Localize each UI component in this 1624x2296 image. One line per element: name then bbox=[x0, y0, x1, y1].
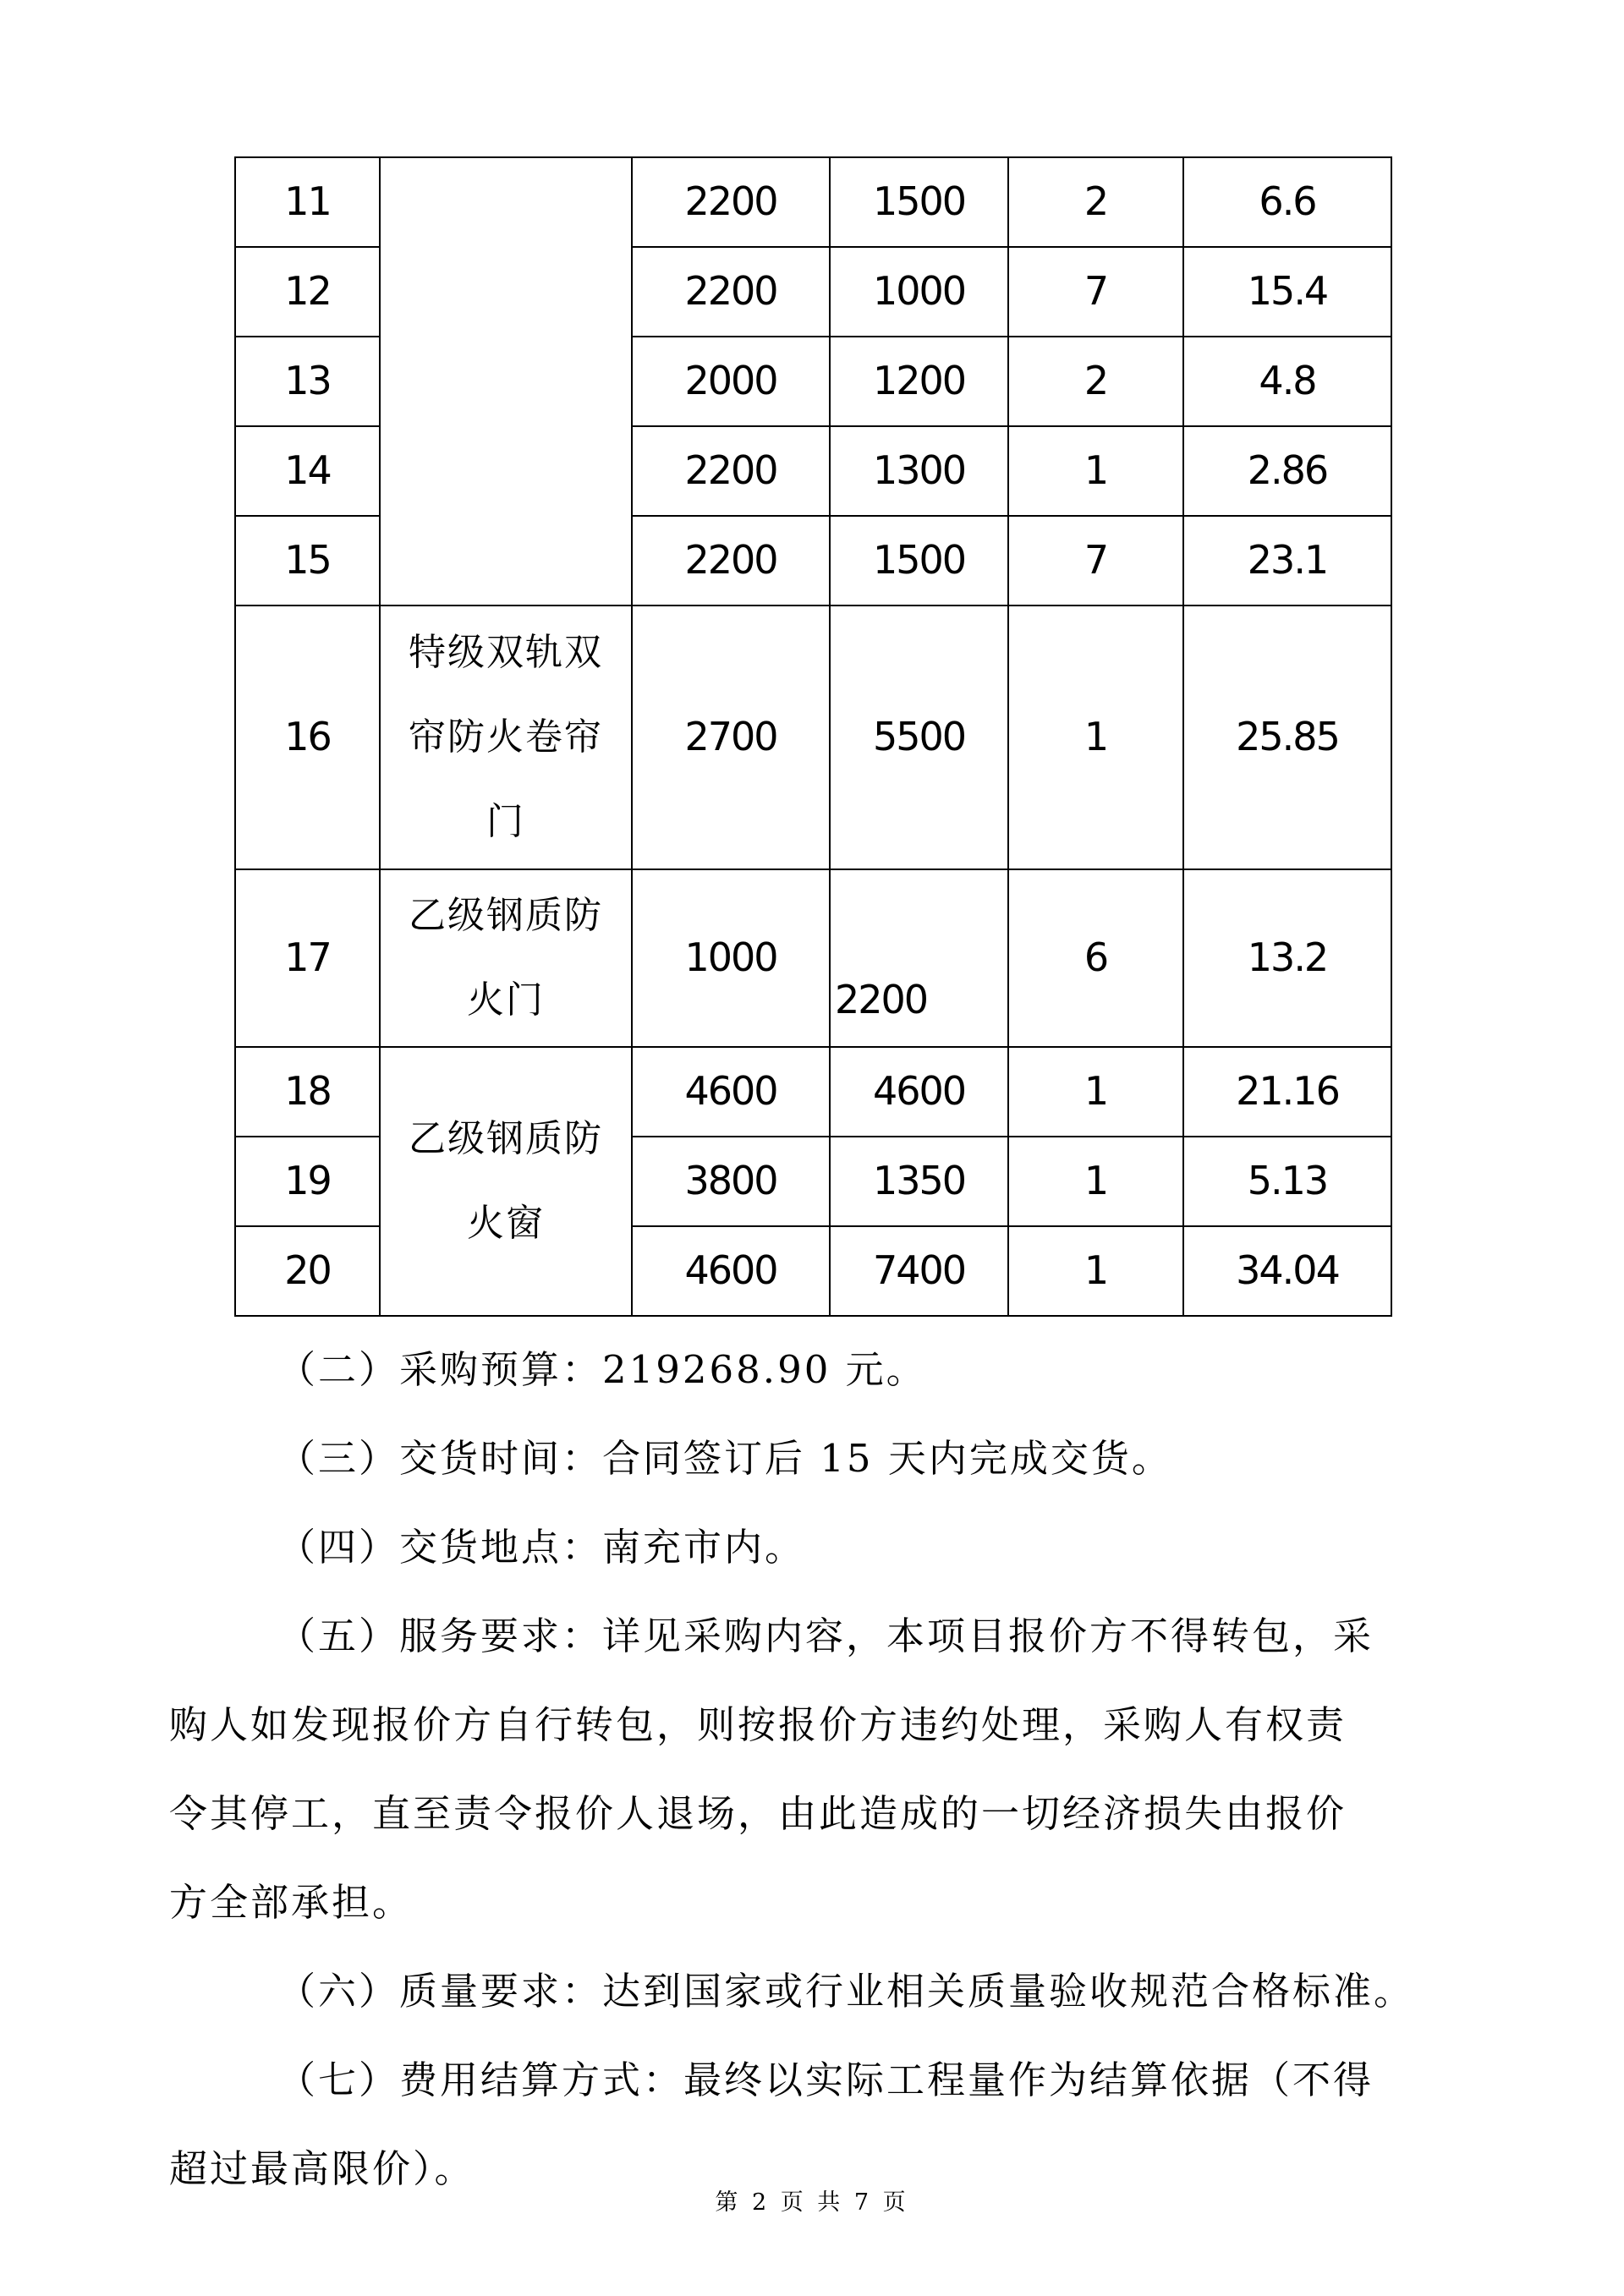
quality-paragraph: （六）质量要求：达到国家或行业相关质量验收规范合格标准。 bbox=[277, 1969, 1415, 2014]
item-name-cell: 特级双轨双帘防火卷帘门 bbox=[380, 606, 632, 869]
item-name-cell: 乙级钢质防火门 bbox=[380, 869, 632, 1047]
table-row bbox=[235, 869, 1391, 1047]
spec-table bbox=[234, 156, 1392, 1317]
delivery-time-paragraph: （三）交货时间：合同签订后 15 天内完成交货。 bbox=[277, 1436, 1172, 1481]
row-number: 17 bbox=[235, 869, 380, 1047]
area-cell: 6.6 bbox=[1183, 157, 1391, 247]
row-number: 19 bbox=[235, 1137, 380, 1226]
area-cell: 23.1 bbox=[1183, 516, 1391, 606]
row-number: 11 bbox=[235, 157, 380, 247]
service-paragraph-line-2: 购人如发现报价方自行转包，则按报价方违约处理，采购人有权责 bbox=[169, 1702, 1347, 1747]
area-cell: 25.85 bbox=[1183, 606, 1391, 869]
service-paragraph-line-1: （五）服务要求：详见采购内容，本项目报价方不得转包，采 bbox=[277, 1614, 1374, 1658]
width-cell: 2200 bbox=[632, 426, 830, 516]
height-cell: 4600 bbox=[830, 1047, 1008, 1137]
width-cell: 2000 bbox=[632, 337, 830, 426]
height-cell bbox=[830, 869, 1008, 1047]
quantity-cell: 6 bbox=[1008, 869, 1183, 1047]
service-paragraph-line-4: 方全部承担。 bbox=[169, 1880, 414, 1925]
page-number-footer: 第 2 页 共 7 页 bbox=[715, 2189, 909, 2216]
row-number: 12 bbox=[235, 247, 380, 337]
area-cell: 5.13 bbox=[1183, 1137, 1391, 1226]
width-cell: 3800 bbox=[632, 1137, 830, 1226]
height-cell: 5500 bbox=[830, 606, 1008, 869]
area-cell: 15.4 bbox=[1183, 247, 1391, 337]
width-cell: 2200 bbox=[632, 247, 830, 337]
height-cell: 1200 bbox=[830, 337, 1008, 426]
height-cell: 7400 bbox=[830, 1226, 1008, 1316]
quantity-cell: 7 bbox=[1008, 516, 1183, 606]
table-row bbox=[235, 1047, 1391, 1137]
row-number: 16 bbox=[235, 606, 380, 869]
delivery-place-paragraph: （四）交货地点：南充市内。 bbox=[277, 1525, 806, 1570]
row-number: 14 bbox=[235, 426, 380, 516]
row-number: 18 bbox=[235, 1047, 380, 1137]
height-cell: 1500 bbox=[830, 516, 1008, 606]
height-cell: 1000 bbox=[830, 247, 1008, 337]
quantity-cell: 1 bbox=[1008, 1137, 1183, 1226]
item-name-cell bbox=[380, 157, 632, 606]
height-cell: 1500 bbox=[830, 157, 1008, 247]
height-cell: 1350 bbox=[830, 1137, 1008, 1226]
height-cell: 1300 bbox=[830, 426, 1008, 516]
settlement-paragraph-line-1: （七）费用结算方式：最终以实际工程量作为结算依据（不得 bbox=[277, 2058, 1374, 2102]
area-cell: 34.04 bbox=[1183, 1226, 1391, 1316]
width-cell: 1000 bbox=[632, 869, 830, 1047]
quantity-cell: 1 bbox=[1008, 1047, 1183, 1137]
quantity-cell: 1 bbox=[1008, 426, 1183, 516]
quantity-cell: 7 bbox=[1008, 247, 1183, 337]
area-cell: 13.2 bbox=[1183, 869, 1391, 1047]
table-row bbox=[235, 606, 1391, 869]
width-cell: 2700 bbox=[632, 606, 830, 869]
item-name-cell: 乙级钢质防火窗 bbox=[380, 1047, 632, 1316]
quantity-cell: 1 bbox=[1008, 1226, 1183, 1316]
height-value: 2200 bbox=[834, 977, 928, 1023]
row-number: 13 bbox=[235, 337, 380, 426]
width-cell: 4600 bbox=[632, 1047, 830, 1137]
quantity-cell: 2 bbox=[1008, 337, 1183, 426]
quantity-cell: 1 bbox=[1008, 606, 1183, 869]
area-cell: 21.16 bbox=[1183, 1047, 1391, 1137]
width-cell: 2200 bbox=[632, 516, 830, 606]
table-row bbox=[235, 157, 1391, 247]
settlement-paragraph-line-2: 超过最高限价）。 bbox=[169, 2146, 475, 2191]
quantity-cell: 2 bbox=[1008, 157, 1183, 247]
width-cell: 4600 bbox=[632, 1226, 830, 1316]
service-paragraph-line-3: 令其停工，直至责令报价人退场，由此造成的一切经济损失由报价 bbox=[169, 1791, 1347, 1836]
width-cell: 2200 bbox=[632, 157, 830, 247]
row-number: 20 bbox=[235, 1226, 380, 1316]
area-cell: 4.8 bbox=[1183, 337, 1391, 426]
row-number: 15 bbox=[235, 516, 380, 606]
area-cell: 2.86 bbox=[1183, 426, 1391, 516]
budget-paragraph: （二）采购预算：219268.90 元。 bbox=[277, 1347, 927, 1392]
